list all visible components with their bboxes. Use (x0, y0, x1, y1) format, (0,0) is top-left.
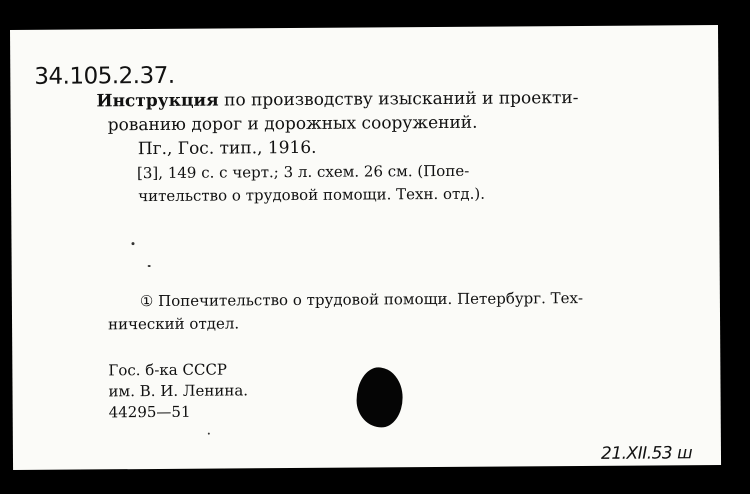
entry-title-heading: Инструкция (96, 90, 219, 112)
imprint: Пг., Гос. тип., 1916. (137, 137, 317, 160)
entry-title-line2: рованию дорог и дорожных сооружений. (107, 112, 478, 136)
library-name: Гос. б-ка СССР (108, 360, 228, 380)
entry-title-rest: по производству изысканий и проекти- (218, 88, 579, 111)
library-name-cont: им. В. И. Ленина. (108, 381, 249, 401)
entry-title (96, 88, 578, 111)
ink-speck (148, 265, 151, 267)
handwritten-date: 21.XII.53 ш (600, 443, 693, 464)
tracing-line: ① Попечительство о трудовой помощи. Петербург. Тех- (139, 289, 584, 311)
catalog-card (10, 25, 721, 470)
accession-number: 44295—51 (108, 402, 191, 422)
ink-blot (356, 367, 402, 427)
tracing-line-cont: нический отдел. (107, 314, 240, 334)
series-note: чительство о трудовой помощи. Техн. отд.). (138, 184, 486, 206)
call-number: 34.105.2.37. (34, 62, 175, 90)
collation: [3], 149 с. с черт.; 3 л. схем. 26 см. (Попе- (136, 161, 470, 183)
ink-speck (131, 242, 134, 245)
ink-speck (208, 433, 210, 435)
